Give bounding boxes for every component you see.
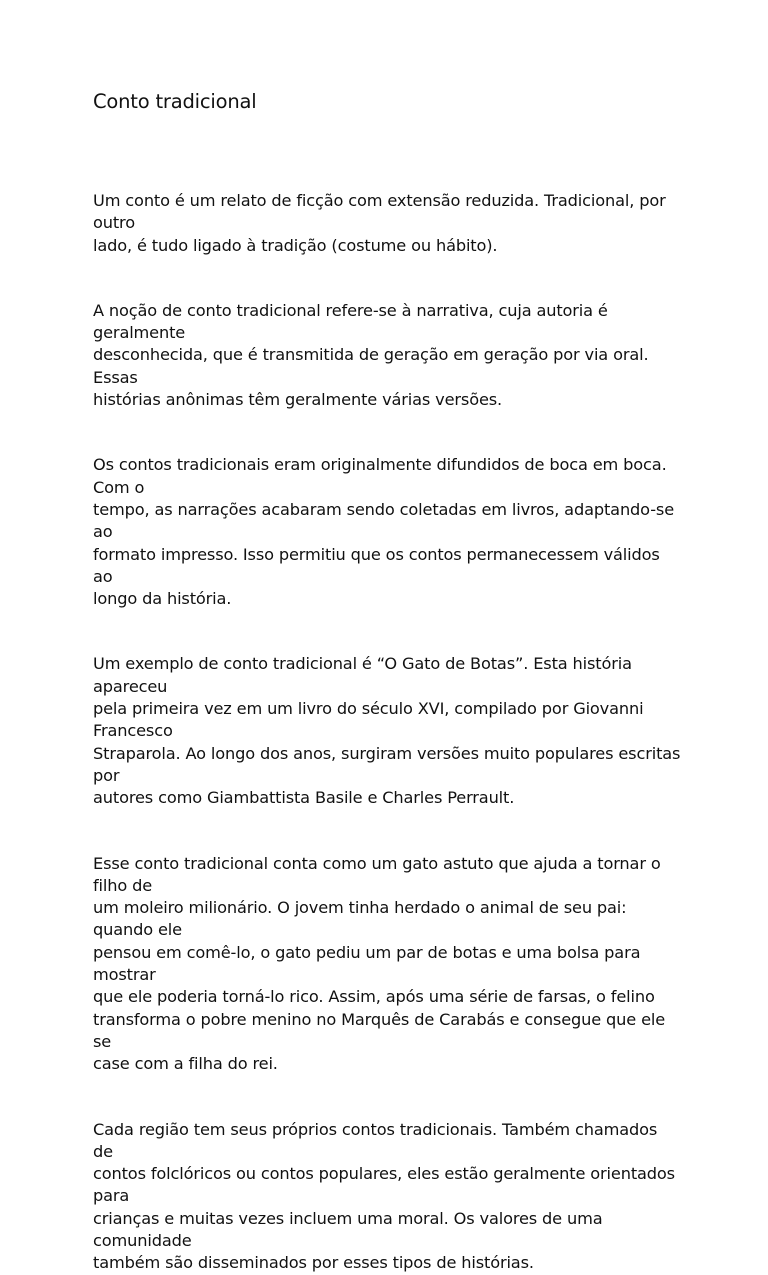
paragraph-3: Os contos tradicionais eram originalmente difundidos de boca em boca. Com o tempo, as narrações acabaram sendo coletadas em livros, adaptando-se ao formato impresso. Isso permitiu que os contos permanecessem válidos ao longo da história.	[93, 455, 675, 609]
document-title: Conto tradicional	[93, 90, 257, 113]
paragraph-2: A noção de conto tradicional refere-se à narrativa, cuja autoria é geralmente desconhecida, que é transmitida de geração em geração por via oral. Essas histórias anônimas têm geralmente várias versões.	[93, 300, 649, 410]
document-body	[93, 190, 682, 1275]
paragraph-1: Um conto é um relato de ficção com extensão reduzida. Tradicional, por outro lado, é tudo ligado à tradição (costume ou hábito).	[93, 191, 666, 255]
paragraph-6: Cada região tem seus próprios contos tradicionais. Também chamados de contos folclóricos ou contos populares, eles estão geralmente orientados para crianças e muitas vezes incluem uma moral. Os valores de uma comunidade também são disseminados por esses tipos de histórias.	[93, 1119, 675, 1273]
paragraph-5: Esse conto tradicional conta como um gato astuto que ajuda a tornar o filho de um moleiro milionário. O jovem tinha herdado o animal de seu pai: quando ele pensou em comê-lo, o gato pediu um par de botas e uma bolsa para mostrar que ele poderia torná-lo rico. Assim, após uma série de farsas, o felino transforma o pobre menino no Marquês de Carabás e consegue que ele se case com a filha do rei.	[93, 853, 666, 1074]
paragraph-4: Um exemplo de conto tradicional é “O Gato de Botas”. Esta história apareceu pela primeira vez em um livro do século XVI, compilado por Giovanni Francesco Straparola. Ao longo dos anos, surgiram versões muito populares escritas por autores como Giambattista Basile e Charles Perrault.	[93, 654, 681, 808]
